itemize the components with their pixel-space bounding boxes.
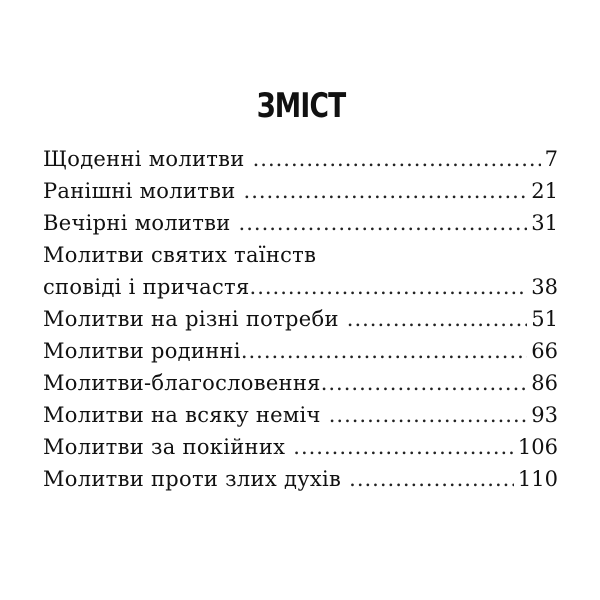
toc-entry-label: Молитви проти злих духів [43,467,342,491]
toc-entry [43,303,558,335]
toc-entry [43,207,558,239]
dot-leader [244,175,528,207]
toc-entry-label: Молитви на всяку неміч [43,403,321,427]
table-of-contents [43,143,558,495]
toc-entry-label: сповіді і причастя [43,275,250,299]
toc-entry [43,367,558,399]
dot-leader [253,143,541,175]
toc-entry-label: Молитви святих таїнств [43,243,317,267]
toc-entry-page: 21 [531,179,558,203]
toc-entry [43,463,558,495]
toc-entry-page: 110 [517,467,558,491]
toc-entry [43,271,558,303]
dot-leader [241,335,527,367]
toc-entry [43,399,558,431]
dot-leader [239,207,528,239]
toc-entry [43,143,558,175]
toc-entry-page: 66 [531,339,558,363]
toc-entry [43,175,558,207]
toc-entry-label: Молитви-благословення [43,371,321,395]
dot-leader [347,303,528,335]
dot-leader [250,271,528,303]
toc-entry-page: 38 [531,275,558,299]
toc-entry-label: Молитви на різні потреби [43,307,339,331]
toc-entry-page: 51 [531,307,558,331]
dot-leader [329,399,528,431]
toc-entry-page: 86 [531,371,558,395]
toc-entry [43,431,558,463]
toc-entry-label: Ранішні молитви [43,179,236,203]
toc-entry-label: Молитви за покійних [43,435,286,459]
toc-entry-label: Вечірні молитви [43,211,231,235]
dot-leader [293,431,514,463]
toc-entry-page: 106 [517,435,558,459]
toc-entry-page: 7 [544,147,558,171]
dot-leader [321,367,528,399]
toc-entry-page: 31 [531,211,558,235]
toc-entry [43,239,558,271]
page-title: ЗМІСТ [256,86,346,126]
toc-entry [43,335,558,367]
toc-entry-label: Молитви родинні [43,339,241,363]
toc-entry-label: Щоденні молитви [43,147,245,171]
dot-leader [349,463,514,495]
toc-entry-page: 93 [531,403,558,427]
